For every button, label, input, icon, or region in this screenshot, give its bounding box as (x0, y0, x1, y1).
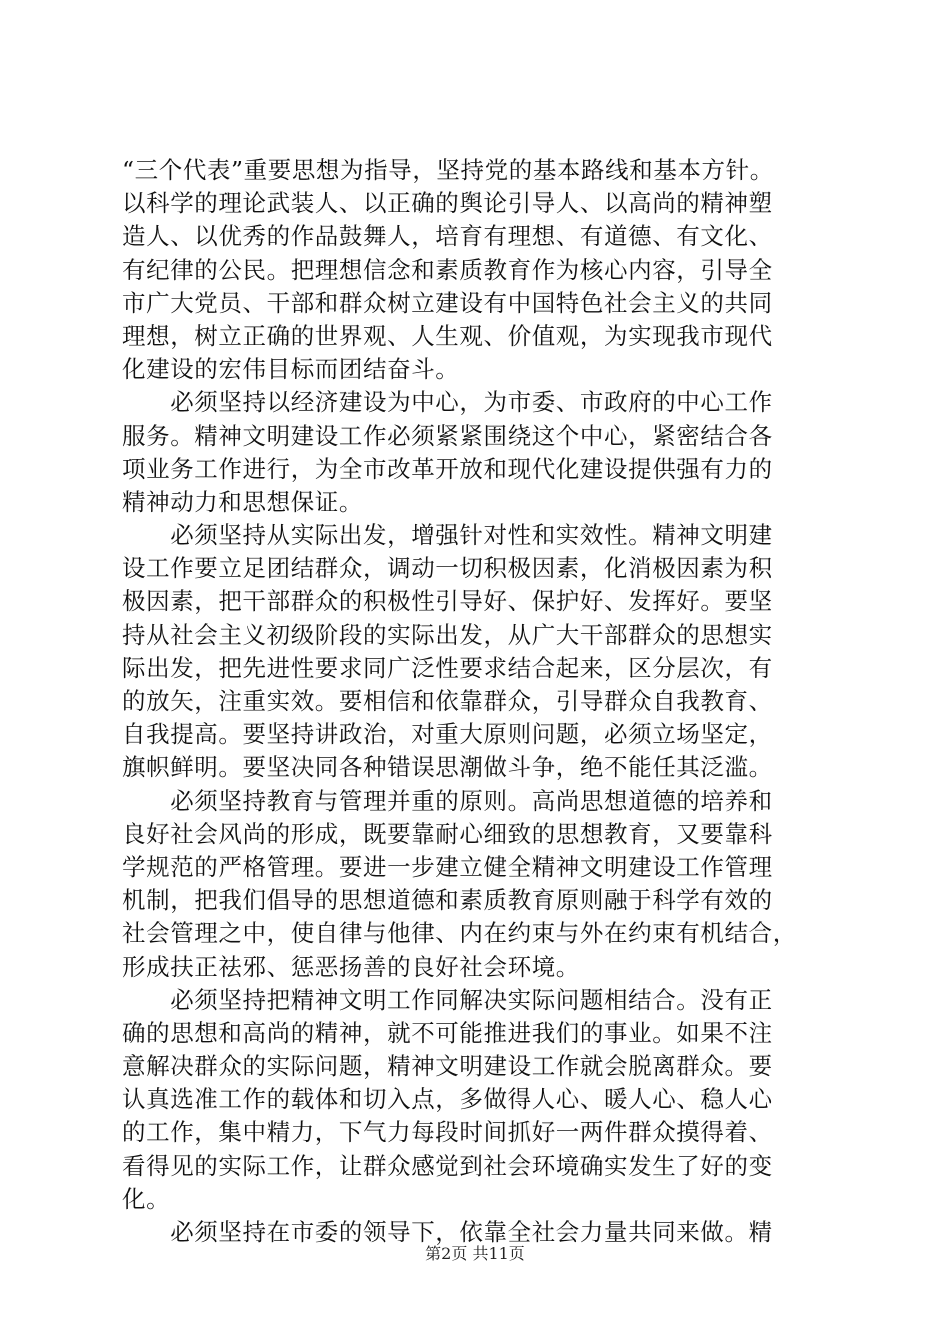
text-line: 必须坚持把精神文明工作同解决实际问题相结合。没有正 (122, 985, 773, 1014)
text-line: 社会管理之中，使自律与他律、内在约束与外在约束有机结合， (122, 919, 797, 948)
text-line: 旗帜鲜明。要坚决同各种错误思潮做斗争，绝不能任其泛滥。 (122, 753, 773, 782)
text-line: 化。 (122, 1184, 171, 1213)
text-line: 精神动力和思想保证。 (122, 487, 363, 516)
text-line: 必须坚持以经济建设为中心，为市委、市政府的中心工作 (122, 388, 773, 417)
text-line: 认真选准工作的载体和切入点，多做得人心、暖人心、稳人心 (122, 1085, 773, 1114)
text-line: 意解决群众的实际问题，精神文明建设工作就会脱离群众。要 (122, 1052, 773, 1081)
text-line: 的放矢，注重实效。要相信和依靠群众，引导群众自我教育、 (122, 687, 773, 715)
text-line: “三个代表”重要思想为指导，坚持党的基本路线和基本方针。 (122, 156, 774, 184)
text-line: 极因素，把干部群众的积极性引导好、保护好、发挥好。要坚 (122, 587, 773, 616)
text-line: 以科学的理论武装人、以正确的舆论引导人、以高尚的精神塑 (122, 189, 773, 218)
text-line: 理想，树立正确的世界观、人生观、价值观，为实现我市现代 (122, 321, 773, 350)
text-line: 项业务工作进行，为全市改革开放和现代化建设提供强有力的 (122, 454, 773, 483)
text-line: 际出发，把先进性要求同广泛性要求结合起来，区分层次，有 (122, 653, 773, 682)
text-line: 必须坚持从实际出发，增强针对性和实效性。精神文明建 (122, 521, 773, 550)
text-line: 良好社会风尚的形成，既要靠耐心细致的思想教育，又要靠科 (122, 819, 773, 848)
text-line: 形成扶正祛邪、惩恶扬善的良好社会环境。 (122, 952, 580, 981)
text-line: 持从社会主义初级阶段的实际出发，从广大干部群众的思想实 (122, 620, 773, 649)
body-text (122, 154, 842, 1249)
text-line: 必须坚持教育与管理并重的原则。高尚思想道德的培养和 (122, 786, 773, 815)
text-line: 自我提高。要坚持讲政治，对重大原则问题，必须立场坚定， (122, 720, 773, 749)
text-line: 必须坚持在市委的领导下，依靠全社会力量共同来做。精 (122, 1218, 773, 1246)
text-line: 化建设的宏伟目标而团结奋斗。 (122, 355, 460, 384)
text-line: 的工作，集中精力，下气力每段时间抓好一两件群众摸得着、 (122, 1118, 773, 1147)
text-line: 学规范的严格管理。要进一步建立健全精神文明建设工作管理 (122, 852, 773, 881)
text-line: 造人、以优秀的作品鼓舞人，培育有理想、有道德、有文化、 (122, 222, 773, 251)
text-line: 服务。精神文明建设工作必须紧紧围绕这个中心，紧密结合各 (122, 421, 773, 450)
page-number-footer: 第2页 共11页 (425, 1244, 525, 1263)
text-line: 机制，把我们倡导的思想道德和素质教育原则融于科学有效的 (122, 886, 773, 915)
text-line: 看得见的实际工作，让群众感觉到社会环境确实发生了好的变 (122, 1151, 773, 1180)
text-line: 设工作要立足团结群众，调动一切积极因素，化消极因素为积 (122, 554, 773, 583)
text-line: 有纪律的公民。把理想信念和素质教育作为核心内容，引导全 (122, 255, 773, 284)
text-line: 市广大党员、干部和群众树立建设有中国特色社会主义的共同 (122, 288, 773, 317)
text-line: 确的思想和高尚的精神，就不可能推进我们的事业。如果不注 (122, 1018, 773, 1047)
